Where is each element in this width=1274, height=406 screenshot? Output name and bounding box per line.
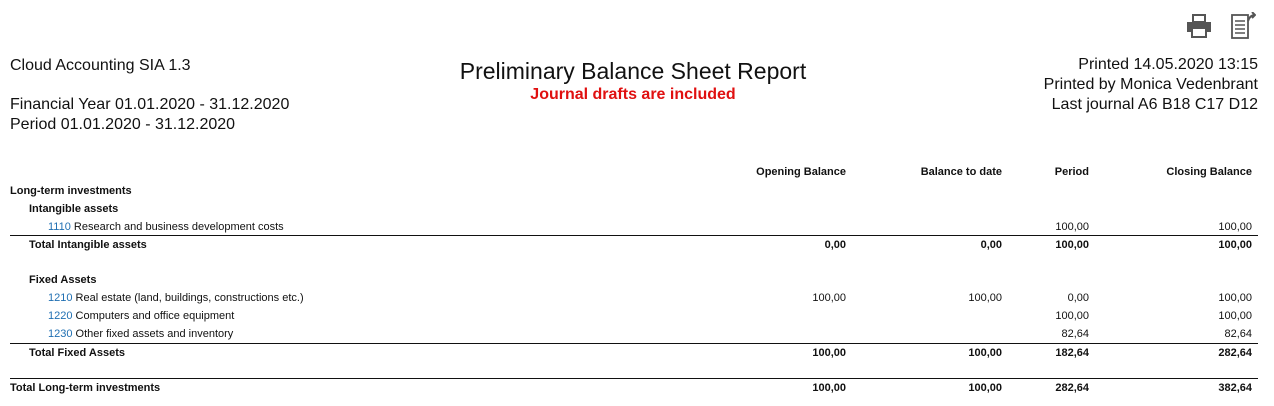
printed-date: Printed 14.05.2020 13:15 — [1078, 56, 1258, 73]
account-link[interactable]: 1230 — [48, 328, 73, 340]
cell-opening: 0,00 — [824, 239, 846, 251]
report-header-center — [333, 56, 933, 104]
table-row — [10, 218, 1258, 236]
cell-opening: 100,00 — [812, 382, 846, 394]
export-button[interactable] — [1228, 10, 1258, 42]
group-fixed-assets: Fixed Assets — [29, 274, 97, 286]
cell-closing: 382,64 — [1218, 382, 1252, 394]
account-link[interactable]: 1210 — [48, 292, 73, 304]
drafts-notice: Journal drafts are included — [530, 86, 736, 103]
col-closing-balance: Closing Balance — [1166, 166, 1252, 178]
cell-to-date: 100,00 — [968, 292, 1002, 304]
table-row — [10, 307, 1258, 325]
cell-to-date: 100,00 — [968, 382, 1002, 394]
cell-closing: 82,64 — [1224, 328, 1252, 340]
cell-period: 282,64 — [1055, 382, 1089, 394]
cell-period: 100,00 — [1055, 221, 1089, 233]
report-header-left — [10, 56, 289, 135]
cell-to-date: 100,00 — [968, 347, 1002, 359]
last-journal: Last journal A6 B18 C17 D12 — [1051, 96, 1258, 113]
total-row: Total Long-term investments 100,00 100,00 282,64 382,64 — [10, 379, 1258, 397]
cell-opening: 100,00 — [812, 347, 846, 359]
col-opening-balance: Opening Balance — [756, 166, 846, 178]
account-link[interactable]: 1220 — [48, 310, 73, 322]
section-long-term-investments: Long-term investments — [10, 185, 132, 197]
company-name: Cloud Accounting SIA 1.3 — [10, 57, 191, 74]
account-name: Computers and office equipment — [75, 310, 235, 322]
table-row — [10, 325, 1258, 343]
report-title: Preliminary Balance Sheet Report — [459, 58, 807, 84]
report-toolbar — [1184, 10, 1258, 42]
cell-opening: 100,00 — [812, 292, 846, 304]
cell-to-date: 0,00 — [980, 239, 1002, 251]
report-header-right — [1044, 55, 1258, 115]
cell-period: 0,00 — [1067, 292, 1089, 304]
cell-period: 100,00 — [1055, 239, 1089, 251]
account-name: Research and business development costs — [73, 221, 284, 233]
col-balance-to-date: Balance to date — [920, 166, 1002, 178]
col-period: Period — [1054, 166, 1089, 178]
total-row: Total Fixed Assets 100,00 100,00 182,64 282,64 — [10, 344, 1258, 362]
cell-closing: 282,64 — [1218, 347, 1252, 359]
cell-period: 100,00 — [1055, 310, 1089, 322]
report-period: Period 01.01.2020 - 31.12.2020 — [10, 116, 236, 133]
account-name: Other fixed assets and inventory — [75, 328, 234, 340]
printed-by: Printed by Monica Vedenbrant — [1043, 76, 1258, 93]
printer-icon — [1186, 13, 1212, 39]
cell-closing: 100,00 — [1218, 221, 1252, 233]
financial-year: Financial Year 01.01.2020 - 31.12.2020 — [10, 96, 290, 113]
print-button[interactable] — [1184, 10, 1214, 42]
cell-closing: 100,00 — [1218, 310, 1252, 322]
account-link[interactable]: 1110 — [48, 221, 71, 233]
table-row — [10, 289, 1258, 307]
export-document-icon — [1230, 12, 1256, 40]
total-row: Total Intangible assets 0,00 0,00 100,00 100,00 — [10, 236, 1258, 254]
cell-period: 182,64 — [1055, 347, 1089, 359]
cell-closing: 100,00 — [1218, 292, 1252, 304]
cell-closing: 100,00 — [1218, 239, 1252, 251]
account-name: Real estate (land, buildings, constructions etc.) — [75, 292, 304, 304]
cell-period: 82,64 — [1061, 328, 1089, 340]
group-intangible-assets: Intangible assets — [29, 203, 119, 215]
